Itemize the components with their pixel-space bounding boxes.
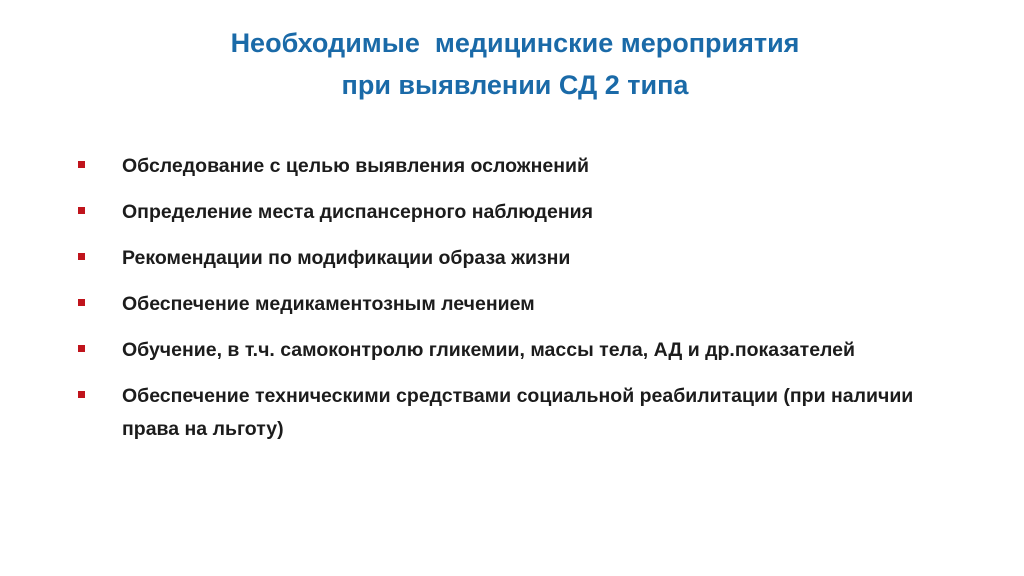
square-bullet-icon xyxy=(78,161,85,168)
list-item-text: Обучение, в т.ч. самоконтролю гликемии, массы тела, АД и др.показателей xyxy=(122,339,856,361)
measures-list xyxy=(74,150,974,459)
slide-title-line-1: Необходимые медицинские мероприятия xyxy=(230,28,800,58)
square-bullet-icon xyxy=(78,345,85,352)
square-bullet-icon xyxy=(78,253,85,260)
list-item-text: Обеспечение техническими средствами социальной реабилитации (при наличии права на льготу) xyxy=(122,385,914,440)
square-bullet-icon xyxy=(78,391,85,398)
list-item xyxy=(74,288,974,321)
square-bullet-icon xyxy=(78,207,85,214)
slide-title-line-2: при выявлении СД 2 типа xyxy=(341,70,689,100)
list-item xyxy=(74,150,974,183)
list-item xyxy=(74,242,974,275)
square-bullet-icon xyxy=(78,299,85,306)
list-item xyxy=(74,380,974,446)
list-item xyxy=(74,196,974,229)
list-item-text: Определение места диспансерного наблюдения xyxy=(122,201,594,223)
list-item-text: Обеспечение медикаментозным лечением xyxy=(122,293,535,315)
slide-title xyxy=(120,22,910,106)
list-item-text: Обследование с целью выявления осложнений xyxy=(122,155,589,177)
list-item-text: Рекомендации по модификации образа жизни xyxy=(122,247,571,269)
list-item xyxy=(74,334,974,367)
